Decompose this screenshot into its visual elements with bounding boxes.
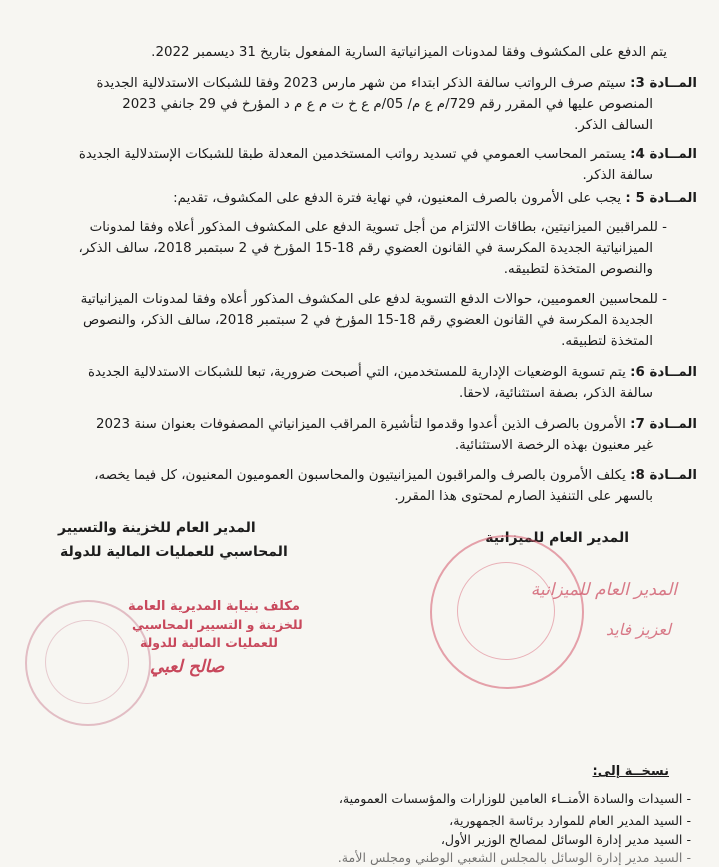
left-signer-name: صالح لعبي (150, 657, 225, 677)
article-8-label: المــادة 8: (630, 468, 697, 483)
article-5-bullet-2-line-2: الجديدة المكرسة في القانون العضوي رقم 18-15 المؤرخ في 2 سبتمبر 2018، سالف الذكر، والنصوص (83, 313, 653, 328)
article-5-bullet-1-line-2: الميزانياتية الجديدة المكرسة في القانون العضوي رقم 18-15 المؤرخ في 2 سبتمبر 2018، سالف الذكر، (78, 241, 653, 256)
distribution-item-text: السيد مدير إدارة الوسائل بالمجلس الشعبي الوطني ومجلس الأمة. (337, 850, 683, 865)
article-7-text-1: الأمرون بالصرف الذين أعدوا وقدموا لتأشيرة المراقب الميزانياتي المصفوفات بعنوان سنة 2023 (95, 417, 626, 432)
distribution-item: - السيد المدير العام للموارد برئاسة الجمهورية، (449, 813, 691, 828)
article-5-text-1: يجب على الأمرون بالصرف المعنيون، في نهاية فترة الدفع على المكشوف، تقديم: (173, 191, 622, 206)
article-6-line-2: سالفة الذكر، بصفة استثنائية، لاحقا. (458, 386, 653, 401)
article-7-line-1 (22, 415, 697, 435)
distribution-item-text: السيد مدير إدارة الوسائل لمصالح الوزير الأول، (440, 832, 683, 847)
article-3-text-1: سيتم صرف الرواتب سالفة الذكر ابتداء من شهر مارس 2023 وفقا للشبكات الاستدلالية الجديدة (96, 76, 626, 91)
article-3-label: المــادة 3: (630, 76, 697, 91)
article-5-bullet-1-line-1: - للمراقبين الميزانيتين، بطاقات الالتزام من أجل تسوية الدفع على المكشوف المذكور أعلاه وفقا لمدونات (89, 220, 667, 235)
signature-right-title: المدير العام للميزانية (485, 530, 629, 546)
article-6-label: المــادة 6: (630, 365, 697, 380)
right-stamp-line-1: المدير العام للميزانية (530, 580, 677, 600)
article-4-line-1 (22, 145, 697, 165)
intro-paragraph: يتم الدفع على المكشوف وفقا لمدونات الميزانياتية السارية المفعول بتاريخ 31 ديسمبر 2022. (151, 45, 667, 60)
article-5-bullet-2-line-3: المتخذة لتطبيقه. (561, 334, 653, 349)
article-8-line-2: بالسهر على التنفيذ الصارم لمحتوى هذا المقرر. (394, 489, 653, 504)
distribution-item-text: السيدات والسادة الأمنــاء العامين للوزارات والمؤسسات العمومية، (338, 791, 683, 806)
distribution-item: - السيد مدير إدارة الوسائل بالمجلس الشعبي الوطني ومجلس الأمة. (337, 850, 691, 865)
signature-left-title-1: المدير العام للخزينة والتسيير (58, 520, 256, 536)
article-6-text-1: يتم تسوية الوضعيات الإدارية للمستخدمين، التي أصبحت ضرورية، تبعا للشبكات الاستدلالية الجديدة (87, 365, 626, 380)
distribution-item: - السيد مدير إدارة الوسائل لمصالح الوزير الأول، (440, 832, 691, 847)
article-5-bullet-1-line-3: والنصوص المتخذة لتطبيقه. (503, 262, 653, 277)
article-4-label: المــادة 4: (630, 147, 697, 162)
article-5-label: المــادة 5 : (625, 191, 697, 206)
right-signer-name: لعزيز فايد (605, 620, 671, 639)
article-5-bullet-2-line-1: - للمحاسبين العموميين، حوالات الدفع التسوية لدفع على المكشوف المذكور أعلاه وفقا لمدونات الميزانياتية (80, 292, 667, 307)
article-7-label: المــادة 7: (630, 417, 697, 432)
article-4-text-1: يستمر المحاسب العمومي في تسديد رواتب المستخدمين المعدلة طبقا للشبكات الإستدلالية الجديدة (78, 147, 626, 162)
article-3-line-2: المنصوص عليها في المقرر رقم 729/م ع م/ 05/م ع خ ت م ع م د المؤرخ في 29 جانفي 2023 (122, 97, 653, 112)
article-8-text-1: يكلف الأمرون بالصرف والمراقبون الميزانيتيون والمحاسبون العموميون المعنيون، كل فيما يخصه، (94, 468, 626, 483)
distribution-header: نسخــة إلى: (592, 764, 669, 779)
round-seal-left-inner-icon (45, 620, 129, 704)
article-4-line-2: سالفة الذكر. (582, 168, 653, 183)
article-3-line-3: السالف الذكر. (574, 118, 653, 133)
distribution-item-text: السيد المدير العام للموارد برئاسة الجمهورية، (449, 813, 683, 828)
distribution-item: - السيدات والسادة الأمنــاء العامين للوزارات والمؤسسات العمومية، (338, 791, 691, 806)
article-8-line-1 (22, 466, 697, 486)
article-7-line-2: غير معنيون بهذه الرخصة الاستثنائية. (454, 438, 653, 453)
left-stamp-line-2: للخزينة و التسيير المحاسبي (132, 617, 303, 632)
round-seal-right-inner-icon (457, 562, 555, 660)
article-3-line-1 (22, 74, 697, 94)
left-stamp-line-3: للعمليات المالية للدولة (140, 635, 278, 650)
article-5-line-1 (22, 189, 697, 209)
signature-left-title-2: المحاسبي للعمليات المالية للدولة (60, 544, 288, 560)
left-stamp-line-1: مكلف بنيابة المديرية العامة (128, 599, 300, 614)
article-6-line-1 (22, 363, 697, 383)
